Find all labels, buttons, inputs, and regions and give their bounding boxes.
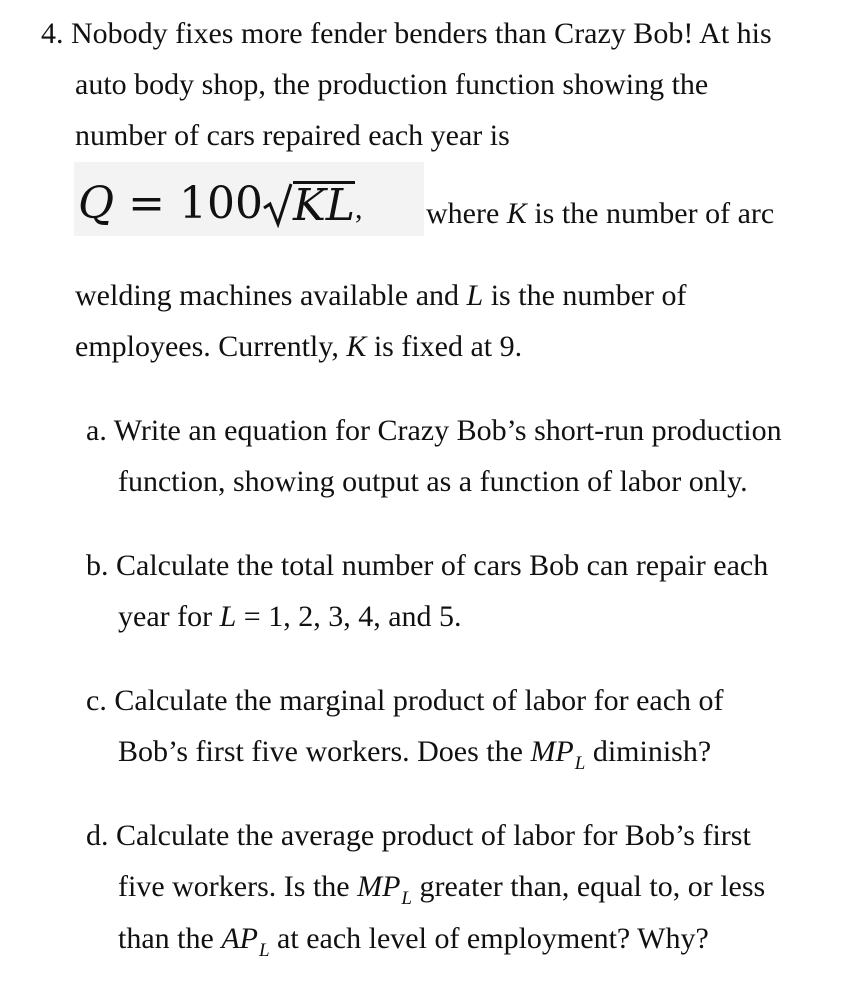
equation-trailing-text bbox=[426, 196, 774, 232]
production-function-equation bbox=[78, 172, 363, 231]
equation-coefficient: 100 bbox=[178, 178, 263, 229]
part-b-line-2-start: year for bbox=[118, 600, 220, 633]
part-d-line-3-end: at each level of employment? Why? bbox=[269, 922, 709, 955]
part-c-line-2 bbox=[118, 734, 711, 774]
variable-mp: MP bbox=[530, 735, 574, 768]
equation-q: Q bbox=[78, 178, 115, 229]
part-b-line-2 bbox=[118, 599, 462, 635]
intro-line-4-start: welding machines available and bbox=[75, 279, 467, 312]
part-b-line-1: b. Calculate the total number of cars Bob can repair each bbox=[86, 549, 769, 582]
part-d-line-2-start: five workers. Is the bbox=[118, 870, 358, 903]
part-b-line-2-end: = 1, 2, 3, 4, and 5. bbox=[236, 600, 462, 633]
variable-mp: MP bbox=[357, 870, 401, 903]
variable-ap: AP bbox=[221, 922, 258, 955]
intro-line-5-end: is fixed at 9. bbox=[366, 330, 523, 363]
problem-intro-line-5 bbox=[75, 329, 522, 365]
part-d-line-3-start: than the bbox=[118, 922, 222, 955]
variable-k: K bbox=[346, 330, 367, 363]
problem-intro-line-1 bbox=[41, 16, 772, 52]
part-d-line-3 bbox=[118, 921, 709, 961]
part-d-line-2-end: greater than, equal to, or less bbox=[412, 870, 766, 903]
part-a-line-2: function, showing output as a function of labor only. bbox=[118, 465, 748, 498]
intro-line-4-end: is the number of bbox=[483, 279, 687, 312]
equation-radicand: KL bbox=[292, 180, 356, 231]
problem-intro-line-3: number of cars repaired each year is bbox=[75, 119, 510, 152]
equation-comma: , bbox=[355, 192, 363, 225]
variable-k: K bbox=[506, 197, 527, 230]
part-c-line-1: c. Calculate the marginal product of labor for each of bbox=[86, 684, 724, 717]
intro-line-5-start: employees. Currently, bbox=[75, 330, 347, 363]
part-a-line-1: a. Write an equation for Crazy Bob’s short-run production bbox=[86, 414, 782, 447]
part-d-line-1: d. Calculate the average product of labor for Bob’s first bbox=[86, 819, 751, 852]
subscript-l: L bbox=[574, 753, 586, 774]
trailing-text-rest: is the number of arc bbox=[526, 197, 775, 230]
trailing-text-where: where bbox=[426, 197, 507, 230]
problem-intro-line-4 bbox=[75, 278, 687, 314]
part-d-line-2 bbox=[118, 869, 765, 909]
square-root-icon bbox=[263, 182, 293, 228]
part-c-line-2-end: diminish? bbox=[585, 735, 712, 768]
part-c-line-2-start: Bob’s first five workers. Does the bbox=[118, 735, 531, 768]
variable-l: L bbox=[219, 600, 237, 633]
subscript-l: L bbox=[258, 940, 270, 961]
variable-l: L bbox=[466, 279, 484, 312]
subscript-l: L bbox=[401, 888, 412, 909]
equation-equals: = bbox=[128, 178, 165, 229]
problem-number: 4. bbox=[41, 17, 64, 50]
intro-text-1: Nobody fixes more fender benders than Crazy Bob! At his bbox=[71, 17, 772, 50]
problem-intro-line-2: auto body shop, the production function showing the bbox=[75, 68, 709, 101]
